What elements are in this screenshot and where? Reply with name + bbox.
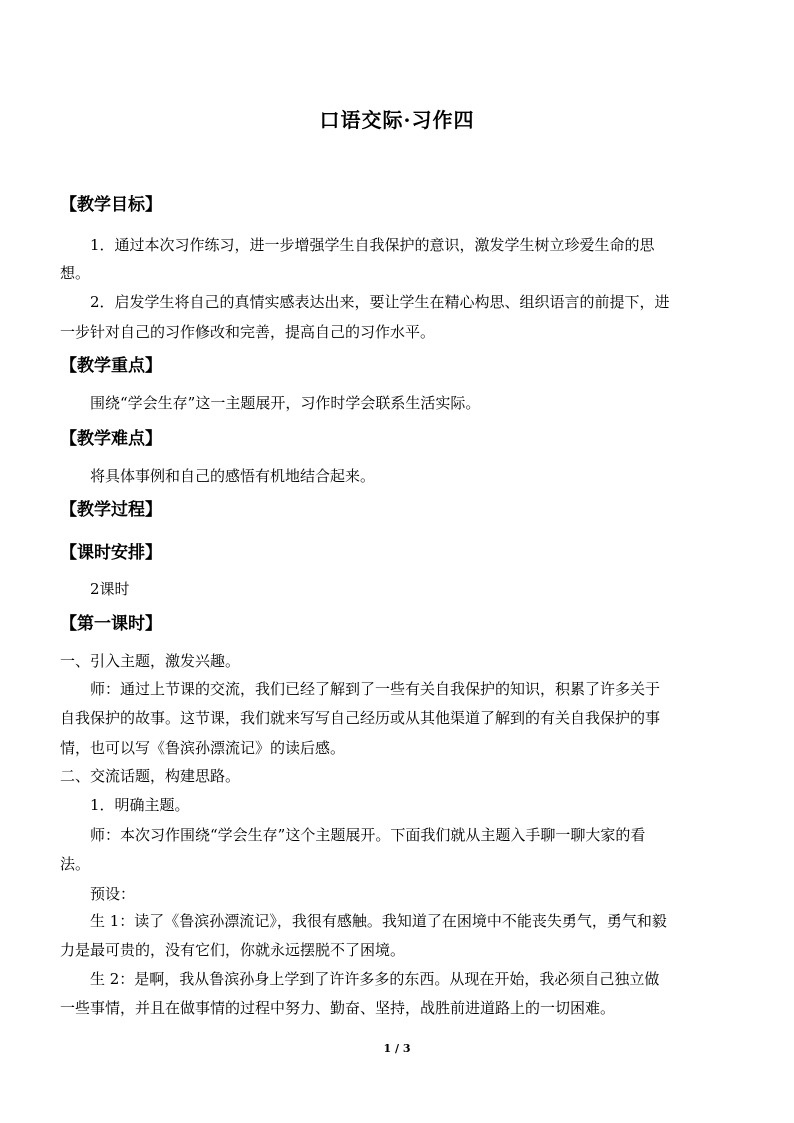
page-title: 口语交际·习作四 — [319, 108, 475, 132]
goal2-line2: 一步针对自己的习作修改和完善，提高自己的习作水平。 — [60, 323, 436, 341]
difficulties-text: 将具体事例和自己的感悟有机地结合起来。 — [90, 467, 376, 485]
page-number: 1 / 3 — [383, 1042, 411, 1055]
teacher1-line1: 师：通过上节课的交流，我们已经了解到了一些有关自我保护的知识，积累了许多关于 — [90, 680, 661, 698]
teacher2-line1: 师：本次习作围绕“学会生存”这个主题展开。下面我们就从主题入手聊一聊大家的看 — [90, 826, 646, 844]
heading-key-points: 【教学重点】 — [60, 356, 162, 376]
heading-goals: 【教学目标】 — [60, 195, 162, 215]
heading-schedule: 【课时安排】 — [60, 543, 162, 563]
schedule-text: 2课时 — [90, 580, 130, 598]
teacher2-line2: 法。 — [60, 855, 91, 873]
preset-label: 预设： — [90, 885, 136, 903]
teacher1-line3: 情，也可以写《鲁滨孙漂流记》的读后感。 — [60, 739, 346, 757]
step1-heading: 一、引入主题，激发兴趣。 — [60, 652, 241, 670]
student1-line1: 生 1：读了《鲁滨孙漂流记》，我很有感触。我知道了在困境中不能丧失勇气，勇气和毅 — [90, 912, 667, 930]
goal2-line1: 2．启发学生将自己的真情实感表达出来，要让学生在精心构思、组织语言的前提下，进 — [90, 293, 670, 311]
goal1-line2: 想。 — [60, 264, 91, 282]
sub1-heading: 1．明确主题。 — [90, 796, 190, 814]
student1-line2: 力是最可贵的，没有它们，你就永远摆脱不了困境。 — [60, 941, 406, 959]
goal1-line1: 1．通过本次习作练习，进一步增强学生自我保护的意识，激发学生树立珍爱生命的思 — [90, 236, 655, 254]
step2-heading: 二、交流话题，构建思路。 — [60, 767, 241, 785]
heading-lesson1: 【第一课时】 — [60, 614, 162, 634]
heading-process: 【教学过程】 — [60, 500, 162, 520]
student2-line2: 一些事情，并且在做事情的过程中努力、勤奋、坚持，战胜前进道路上的一切困难。 — [60, 999, 616, 1017]
heading-difficulties: 【教学难点】 — [60, 429, 162, 449]
teacher1-line2: 自我保护的故事。这节课，我们就来写写自己经历或从其他渠道了解到的有关自我保护的事 — [60, 709, 661, 727]
key-points-text: 围绕“学会生存”这一主题展开，习作时学会联系生活实际。 — [90, 394, 481, 412]
student2-line1: 生 2：是啊，我从鲁滨孙身上学到了许许多多的东西。从现在开始，我必须自己独立做 — [90, 970, 660, 988]
